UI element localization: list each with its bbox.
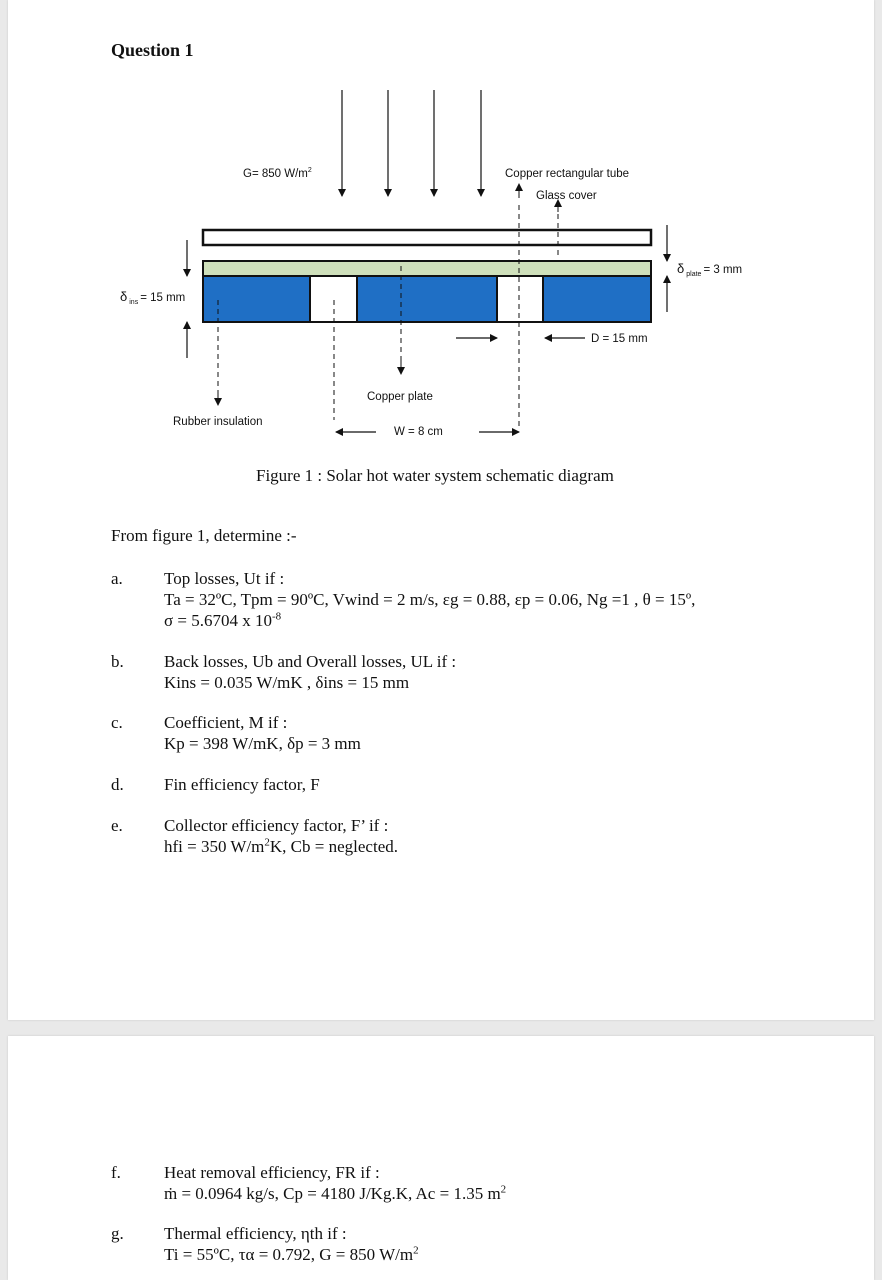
copper-plate-label: Copper plate <box>367 391 433 403</box>
item-given: Kins = 0.035 W/mK , δins = 15 mm <box>164 673 410 692</box>
item-letter: a. <box>111 569 123 588</box>
figure-caption: Figure 1 : Solar hot water system schematic diagram <box>256 466 614 485</box>
rubber-insulation-label: Rubber insulation <box>173 416 263 428</box>
insulation-thickness-label: δ $_{ins}$ = 15 mm <box>120 289 186 306</box>
copper-tube-label: Copper rectangular tube <box>505 168 630 180</box>
tube-width-label: D = 15 mm <box>591 333 648 345</box>
item-given: σ = 5.6704 x $10^{-8}$ <box>164 610 282 630</box>
document-page-2 <box>8 1036 874 1280</box>
item-letter: e. <box>111 816 123 835</box>
solar-collector-diagram <box>8 0 874 460</box>
intro-text: From figure 1, determine :- <box>111 526 297 545</box>
item-given: hfi = 350 $W/m^2K$, Cb = neglected. <box>164 836 398 856</box>
plate-thickness-label: δ $_{plate}$ = 3 mm <box>677 261 743 278</box>
radiation-arrows <box>342 90 481 196</box>
glass-cover-label: Glass cover <box>536 190 597 202</box>
spacing-label: W = 8 cm <box>394 426 443 438</box>
item-letter: c. <box>111 713 123 732</box>
glass-cover <box>203 230 651 245</box>
item-given: Kp = 398 W/mK, δp = 3 mm <box>164 734 361 753</box>
item-heading: Collector efficiency factor, F’ if : <box>164 816 389 835</box>
item-heading: Thermal efficiency, ηth if : <box>164 1224 347 1243</box>
item-heading: Heat removal efficiency, FR if : <box>164 1163 380 1182</box>
question-title: Question 1 <box>111 40 194 60</box>
item-letter: g. <box>111 1224 124 1243</box>
item-heading: Fin efficiency factor, F <box>164 775 320 794</box>
item-heading: Back losses, Ub and Overall losses, UL if : <box>164 652 457 671</box>
document-page-1 <box>8 0 874 1020</box>
item-letter: d. <box>111 775 124 794</box>
item-letter: f. <box>111 1163 121 1182</box>
copper-plate-layer <box>203 261 651 276</box>
item-heading: Top losses, Ut if : <box>164 569 285 588</box>
irradiance-label: G= 850 $W/m^2$ <box>243 167 312 180</box>
item-given: Ti = 55ºC, τα = 0.792, G = 850 $W/m^2$ <box>164 1244 419 1264</box>
item-given: ṁ = 0.0964 kg/s, Cp = 4180 J/Kg.K, Ac = 1.35 $m^2$ <box>164 1183 507 1203</box>
item-heading: Coefficient, M if : <box>164 713 288 732</box>
item-letter: b. <box>111 652 124 671</box>
rubber-insulation-blocks <box>203 276 651 322</box>
item-given: Ta = 32ºC, Tpm = 90ºC, Vwind = 2 m/s, εg = 0.88, εp = 0.06, Ng =1 , θ = 15º, <box>164 590 696 609</box>
